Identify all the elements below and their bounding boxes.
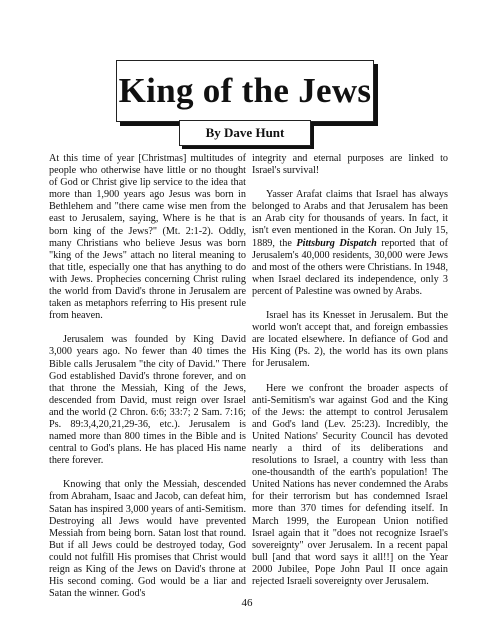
page-number: 46 [241,597,253,609]
paragraph: Here we confront the broader aspects of anti-Semitism's war against God and the King of the Jews: the attempt to control Jerusalem and God's land (Lev. 25:23). Incredibly, the United Nations' Security Council has devoted nearly a third of its deliberations and resolutions to Israel, a country with less than one-thousandth of the earth's population! The United Nations has never condemned the Arabs for their terrorism but has condemned Israel more than 370 times for defending itself. In March 1999, the European Union notified Israel again that it "does not recognize Israel's sovereignty" over Jerusalem. In a recent papal bull [and that word says it all!!] on the Year 2000 Jubilee, Pope John Paul II once again rejected Israeli sovereignty over Jerusalem. [252,382,448,587]
paragraph: Jerusalem was founded by King David 3,000 years ago. No fewer than 40 times the Bible calls Jerusalem "the city of David." There God established David's throne forever, and on that throne the Messiah, King of the Jews, descended from David, must reign over Israel and the world (2 Chron. 6:6; 33:7; 2 Sam. 7:16; Ps. 89:3,4,20,21,29-36, etc.). Jerusalem is named more than 800 times in the Bible and is central to God's plans. He has placed His name there forever. [49,334,246,467]
byline: By Dave Hunt [205,125,285,140]
left-column [49,153,246,612]
paragraph-text: reported that of Jerusalem's 40,000 residents, 30,000 were Jews and most of the others were Christians. In 1948, when Israel declared its independence, only 3 percent of Palestine was owned by Arabs. [252,237,448,297]
paragraph: Israel has its Knesset in Jerusalem. But the world won't accept that, and foreign embassies are located elsewhere. In defiance of God and His King (Ps. 2), the world has its own plans for Jerusalem. [252,310,448,370]
page-title: King of the Jews [118,71,372,110]
byline-box [179,120,311,146]
paragraph: At this time of year [Christmas] multitudes of people who otherwise have little or no thought of God or Christ give lip service to the idea that more than 1,900 years ago Jesus was born in Bethlehem and "there came wise men from the east to Jerusalem, saying, Where is he that is born king of the Jews?" (Mt. 2:1-2). Oddly, many Christians who believe Jesus was born "king of the Jews" attach no literal meaning to that title, especially one that has anything to do with Jews. Prophecies concerning Christ ruling the world from David's throne in Jerusalem are taken as metaphors referring to His present rule from heaven. [49,153,246,322]
paragraph: Knowing that only the Messiah, descended from Abraham, Isaac and Jacob, can defeat him, Satan has inspired 3,000 years of anti-Semitism. Destroying all Jews would have prevented Messiah from being born. Satan lost that round. But if all Jews could be destroyed today, God could not fulfill His promises that Christ would reign as King of the Jews on David's throne at His second coming. God would be a liar and Satan the winner. God's [49,479,246,600]
title-box [116,60,374,122]
paragraph [252,189,448,298]
right-column [252,153,448,600]
paragraph-continuation: integrity and eternal purposes are linked to Israel's survival! [252,153,448,177]
paragraph-text: Yasser Arafat claims that Israel has always belonged to Arabs and that Jerusalem has been an Arab city for thousands of years. In fact, it isn't even mentioned in the Koran. On July 15, 1889, the [252,189,448,249]
newspaper-name: Pittsburg Dispatch [296,237,377,249]
